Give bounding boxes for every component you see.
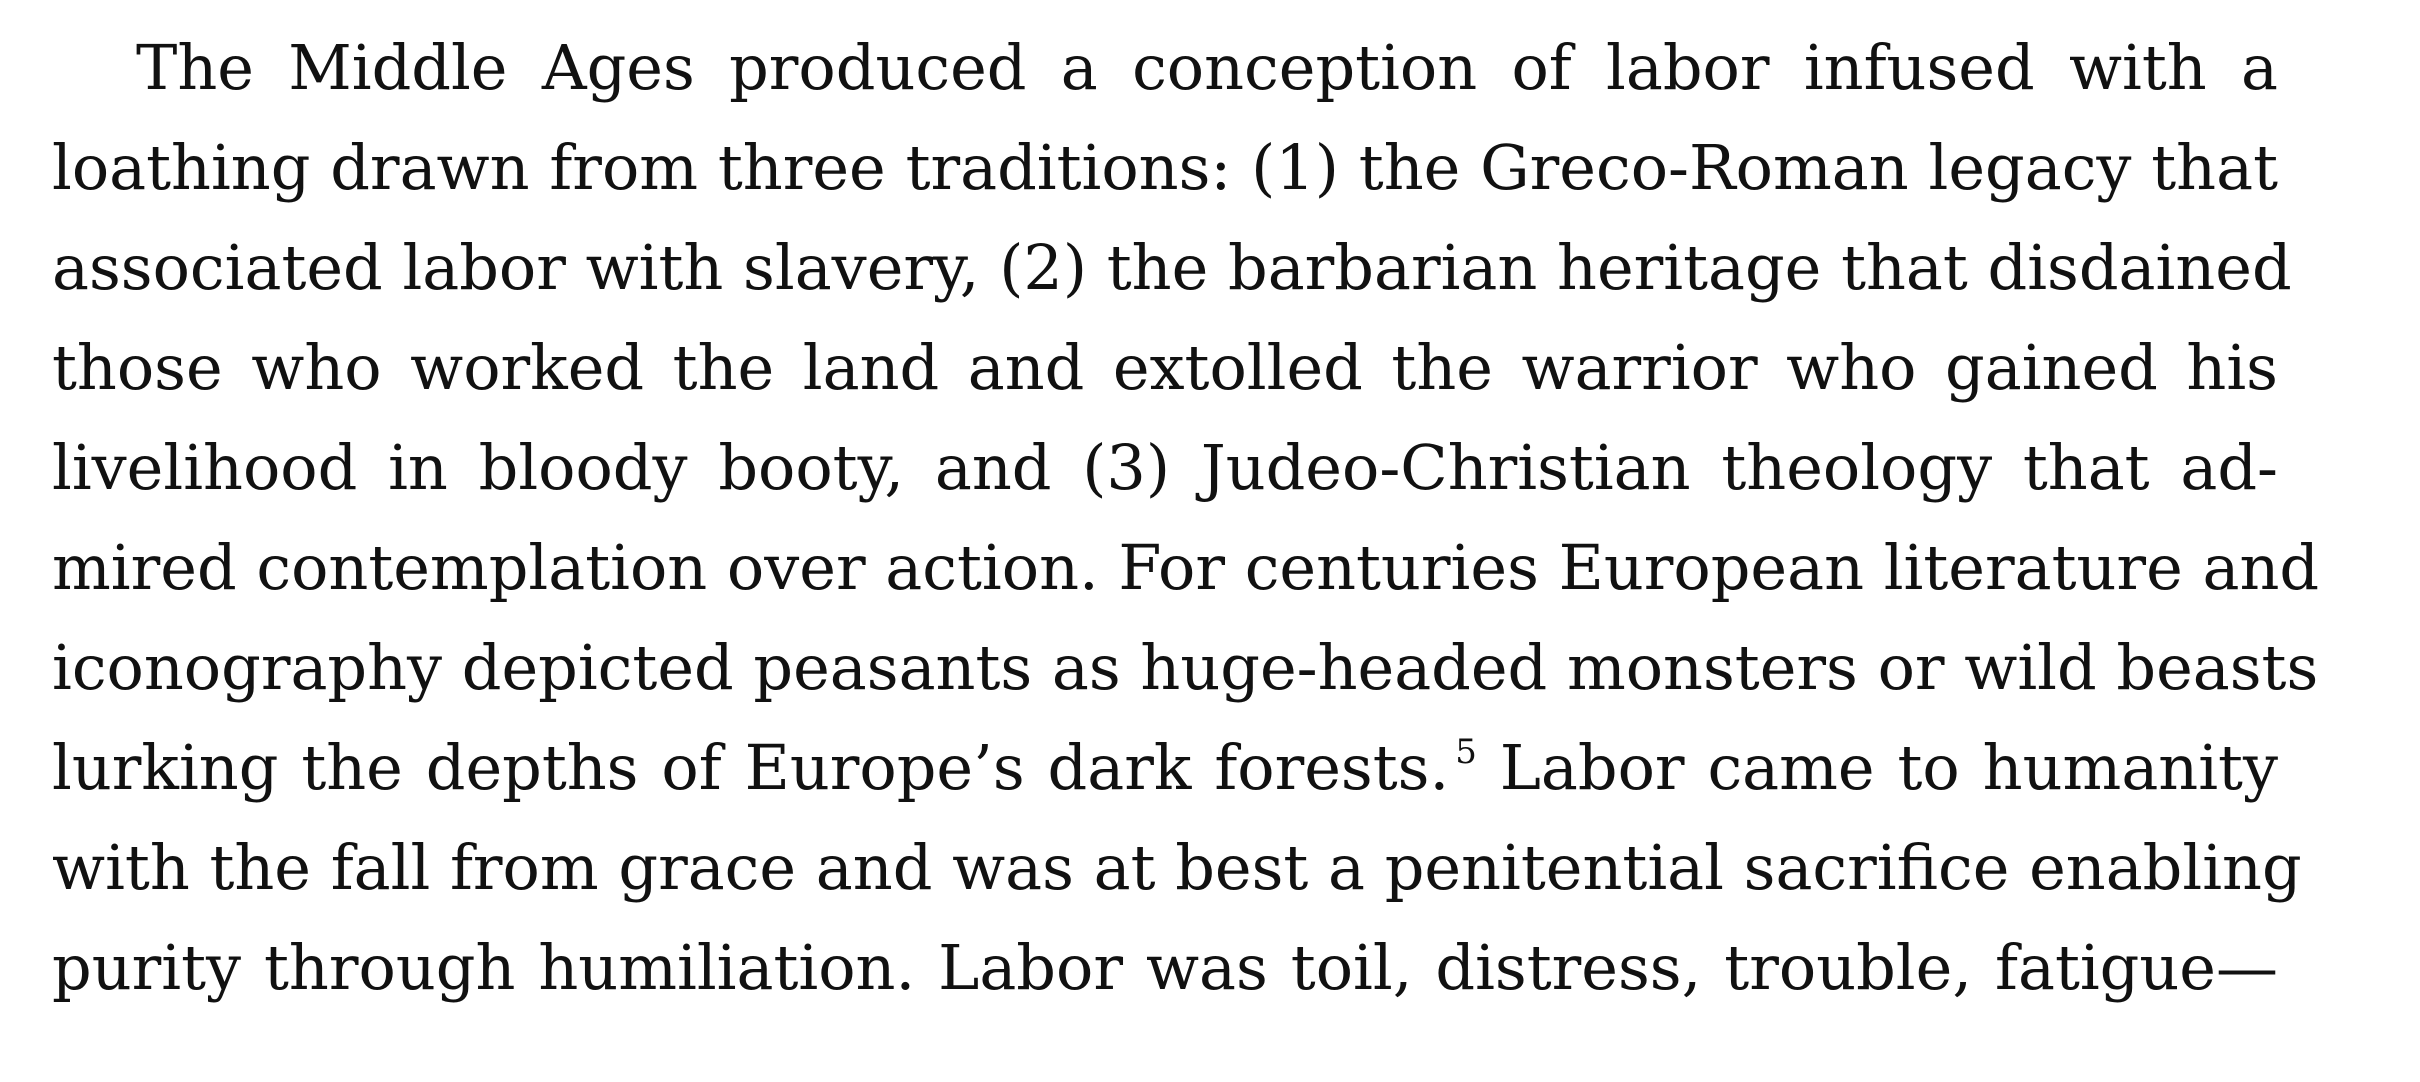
body-paragraph: [52, 18, 2320, 1018]
text-line: those who worked the land and extolled the warrior who gained his: [52, 331, 2278, 404]
text-line: associated labor with slavery, (2) the barbarian heritage that disdained: [52, 231, 2292, 304]
text-line: livelihood in bloody booty, and (3) Judeo-Christian theology that ad-: [52, 431, 2278, 504]
text-segment: Labor came to humanity: [1499, 731, 2278, 804]
text-line: with the fall from grace and was at best a penitential sacrifice enabling: [52, 831, 2302, 904]
text-segment: lurking the depths of Europe’s dark forests.: [52, 731, 1450, 804]
text-line: iconography depicted peasants as huge-headed monsters or wild beasts: [52, 631, 2319, 704]
text-line: The Middle Ages produced a conception of labor infused with a: [136, 31, 2278, 104]
text-line: purity through humiliation. Labor was toil, distress, trouble, fatigue—: [52, 931, 2278, 1004]
text-line: mired contemplation over action. For centuries European literature and: [52, 531, 2320, 604]
text-line: loathing drawn from three traditions: (1) the Greco-Roman legacy that: [52, 131, 2278, 204]
footnote-marker[interactable]: 5: [1455, 732, 1477, 772]
text-line-with-footnote: [52, 718, 2278, 818]
